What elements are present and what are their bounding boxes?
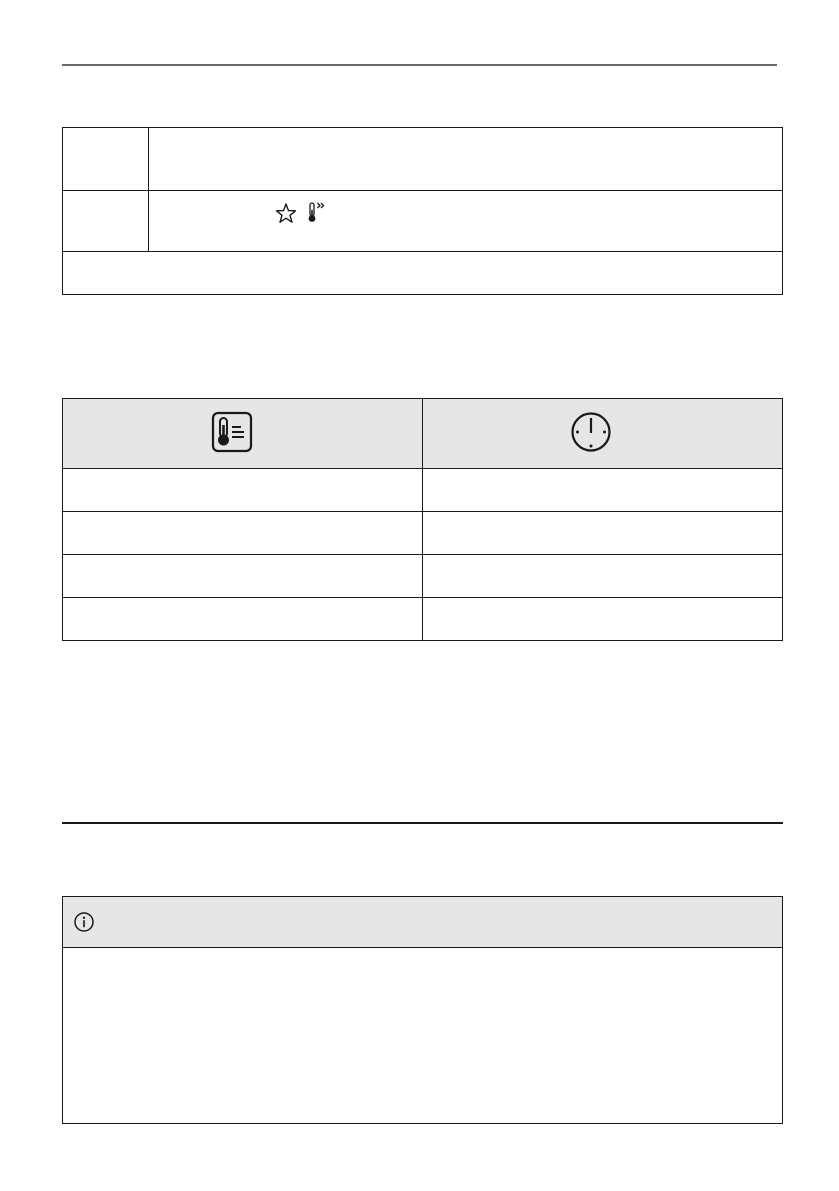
core-temperature-table-row-divider [63, 511, 782, 512]
steps-table-row-divider [63, 190, 782, 191]
info-box-header [63, 897, 782, 948]
steps-table-row-divider [63, 251, 782, 252]
section-rule [62, 822, 783, 824]
star-icon [275, 202, 297, 224]
info-box [62, 896, 783, 1124]
core-temperature-table-column-divider [422, 399, 423, 640]
clock-icon [570, 411, 612, 453]
header-rule [62, 64, 777, 66]
core-temperature-icon [211, 411, 253, 453]
steps-table-row-2-icons [275, 200, 335, 226]
thermometer-arrow-icon [305, 200, 331, 226]
info-icon [73, 911, 95, 933]
core-temperature-table-row-divider [63, 468, 782, 469]
core-temperature-table [62, 398, 783, 641]
steps-table [62, 127, 783, 295]
core-temperature-table-row-divider [63, 554, 782, 555]
core-temperature-table-row-divider [63, 597, 782, 598]
